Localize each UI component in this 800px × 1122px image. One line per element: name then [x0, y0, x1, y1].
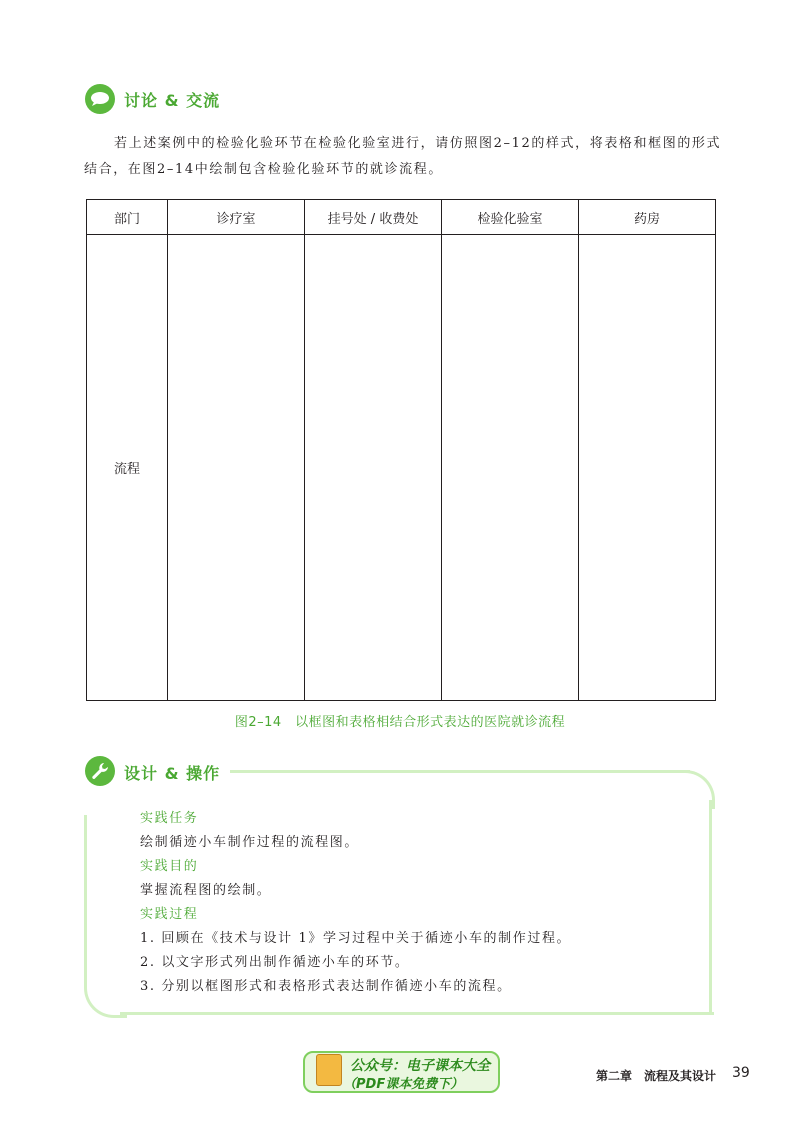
table-row — [87, 235, 716, 701]
header-clinic-room: 诊疗室 — [168, 200, 305, 235]
process-label: 实践过程 — [140, 907, 199, 922]
process-step-3: 3. 分别以框图形式和表格形式表达制作循迹小车的流程。 — [140, 979, 512, 994]
design-title: 设计 & 操作 — [124, 761, 230, 784]
design-frame-right — [709, 800, 712, 1012]
process-step-1: 1. 回顾在《技术与设计 1》学习过程中关于循迹小车的制作过程。 — [140, 931, 572, 946]
table-header-row — [87, 200, 716, 235]
header-department: 部门 — [87, 200, 168, 235]
stamp-line1: 公众号：电子课本大全 — [350, 1058, 490, 1074]
header-lab-room: 检验化验室 — [442, 200, 579, 235]
goal-text: 掌握流程图的绘制。 — [140, 883, 272, 898]
process-step-2: 2. 以文字形式列出制作循迹小车的环节。 — [140, 955, 410, 970]
discussion-paragraph-line2: 结合，在图2–14中绘制包含检验化验环节的就诊流程。 — [84, 162, 443, 177]
book-icon — [316, 1054, 342, 1086]
task-label: 实践任务 — [140, 811, 199, 826]
row-label-process: 流程 — [87, 235, 168, 701]
cell-pharmacy — [579, 235, 716, 701]
header-pharmacy: 药房 — [579, 200, 716, 235]
stamp-line2: （PDF课本免费下） — [343, 1077, 464, 1092]
flow-table — [86, 199, 716, 701]
cell-clinic-room — [168, 235, 305, 701]
design-frame-top — [210, 770, 690, 773]
wrench-icon — [85, 756, 115, 786]
cell-registration-payment — [305, 235, 442, 701]
discussion-title: 讨论 & 交流 — [124, 91, 221, 110]
cell-lab-room — [442, 235, 579, 701]
discussion-paragraph-line1: 若上述案例中的检验化验环节在检验化验室进行，请仿照图2–12的样式，将表格和框图的形式 — [114, 136, 722, 151]
speech-bubble-icon — [85, 84, 115, 114]
design-frame-left — [84, 815, 87, 980]
task-text: 绘制循迹小车制作过程的流程图。 — [140, 835, 360, 850]
figure-caption: 图2–14 以框图和表格相结合形式表达的医院就诊流程 — [234, 715, 566, 730]
design-frame-bottom — [120, 1012, 714, 1015]
header-registration-payment: 挂号处 / 收费处 — [305, 200, 442, 235]
footer-chapter: 第二章 流程及其设计 — [596, 1069, 717, 1083]
page-number: 39 — [732, 1065, 750, 1081]
goal-label: 实践目的 — [140, 859, 199, 874]
